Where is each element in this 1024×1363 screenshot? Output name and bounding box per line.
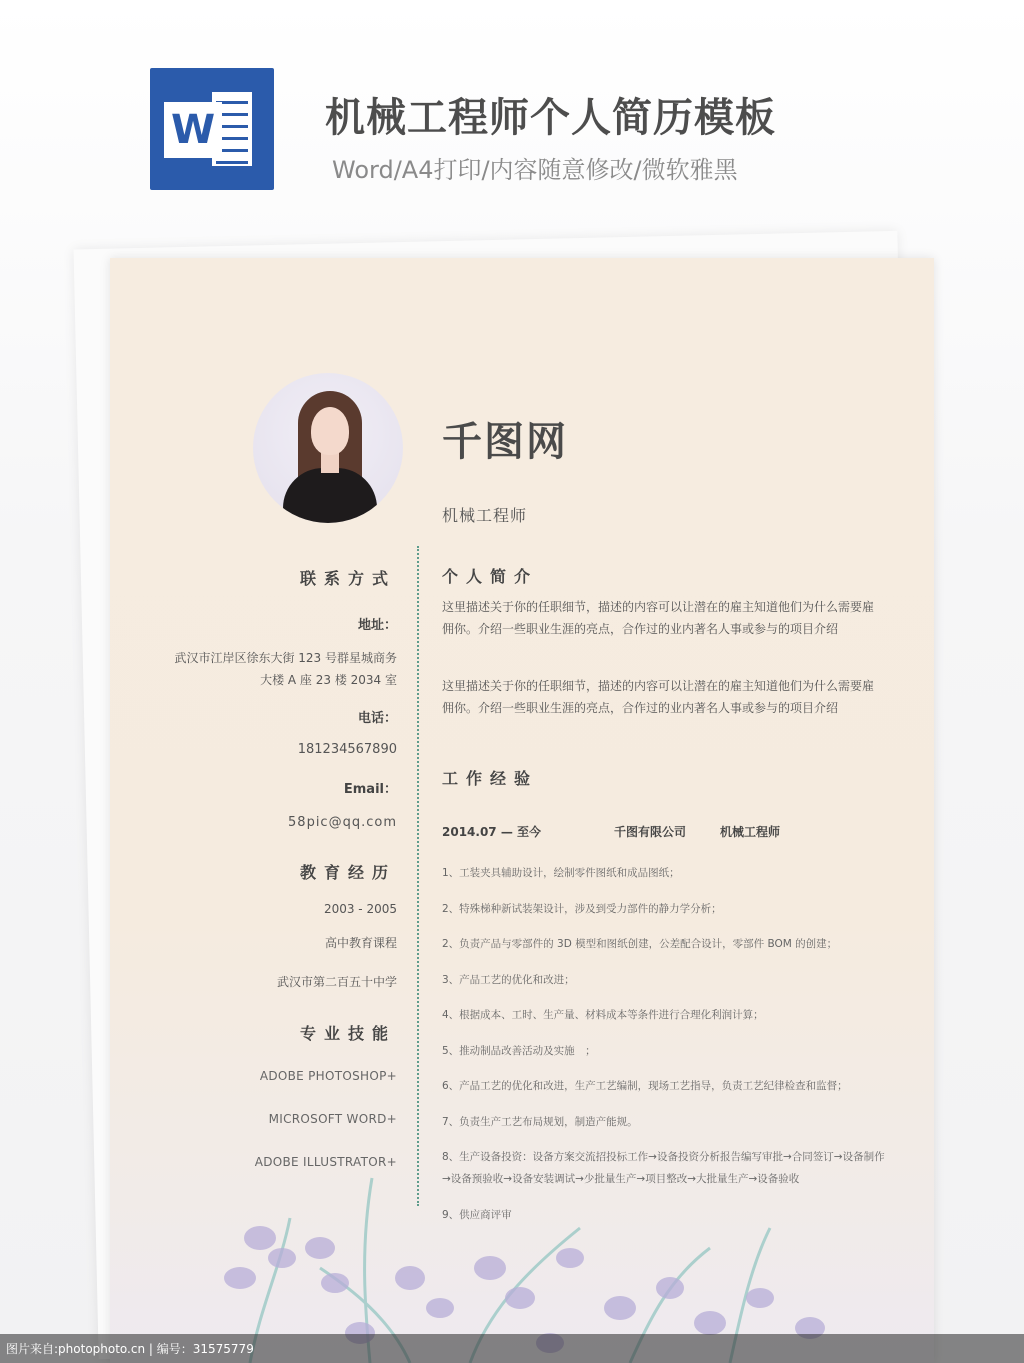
duty-item: 6、产品工艺的优化和改进，生产工艺编制，现场工艺指导，负责工艺纪律检查和监督； xyxy=(442,1080,848,1092)
education-years: 2003 - 2005 xyxy=(323,902,397,916)
resume-name: 千图网 xyxy=(442,419,568,465)
education-school: 武汉市第二百五十中学 xyxy=(276,975,397,989)
education-heading: 教育经历 xyxy=(299,863,396,882)
word-letter: W xyxy=(164,102,222,158)
skill-item: ADOBE ILLUSTRATOR+ xyxy=(254,1155,397,1169)
watermark-text: 图片来自:photophoto.cn | 编号：31575779 xyxy=(6,1342,254,1356)
duty-item: 7、负责生产工艺布局规划，制造产能规。 xyxy=(442,1116,638,1128)
skill-item: MICROSOFT WORD+ xyxy=(268,1112,397,1126)
experience-period: 2014.07 — 至今 xyxy=(442,825,542,839)
column-divider xyxy=(417,546,419,1206)
experience-company: 千图有限公司 xyxy=(614,825,687,839)
duty-item: 5、推动制品改善活动及实施 ； xyxy=(442,1045,596,1057)
duty-item: 9、供应商评审 xyxy=(442,1209,512,1221)
profile-paragraph: 这里描述关于你的任职细节，描述的内容可以让潜在的雇主知道他们为什么需要雇佣你。介绍一些职业生涯的亮点，合作过的业内著名人事或参与的项目介绍 xyxy=(442,679,875,715)
profile-paragraph: 这里描述关于你的任职细节，描述的内容可以让潜在的雇主知道他们为什么需要雇佣你。介绍一些职业生涯的亮点，合作过的业内著名人事或参与的项目介绍 xyxy=(442,600,875,636)
education-course: 高中教育课程 xyxy=(324,936,397,950)
skills-heading: 专业技能 xyxy=(299,1024,396,1043)
watermark-bar xyxy=(0,1334,1024,1363)
word-icon xyxy=(150,68,274,190)
phone-label: 电话： xyxy=(357,711,397,726)
duty-item: 2、负责产品与零部件的 3D 模型和图纸创建，公差配合设计，零部件 BOM 的创建； xyxy=(442,938,838,950)
duty-item: 3、产品工艺的优化和改进； xyxy=(442,974,575,986)
page-title: 机械工程师个人简历模板 xyxy=(325,95,776,141)
page-subtitle: Word/A4打印/内容随意修改/微软雅黑 xyxy=(332,156,738,184)
profile-photo xyxy=(253,373,403,523)
duty-item: 4、根据成本、工时、生产量、材料成本等条件进行合理化利润计算； xyxy=(442,1009,764,1021)
address-label: 地址： xyxy=(357,618,397,633)
skill-item: ADOBE PHOTOSHOP+ xyxy=(259,1069,397,1083)
phone-value: 181234567890 xyxy=(297,742,397,757)
address-line-2: 大楼 A 座 23 楼 2034 室 xyxy=(260,673,397,687)
profile-heading: 个人简介 xyxy=(442,567,539,586)
resume-job-title: 机械工程师 xyxy=(442,506,528,525)
duty-item: 8、生产设备投资：设备方案交流招投标工作→设备投资分析报告编写审批→合同签订→设备制作→设备预验收→设备安装调试→少批量生产→项目整改→大批量生产→设备验收 xyxy=(442,1151,885,1185)
contact-heading: 联系方式 xyxy=(299,569,396,588)
email-label: Email： xyxy=(343,782,397,797)
duty-item: 2、特殊梯种新试装架设计，涉及到受力部件的静力学分析； xyxy=(442,903,722,915)
resume-sheet xyxy=(110,258,934,1363)
experience-heading: 工作经验 xyxy=(442,769,539,788)
duty-item: 1、工装夹具辅助设计，绘制零件图纸和成品图纸； xyxy=(442,867,680,879)
email-value: 58pic@qq.com xyxy=(288,815,397,830)
address-line-1: 武汉市江岸区徐东大街 123 号群星城商务 xyxy=(174,651,397,665)
experience-role: 机械工程师 xyxy=(720,825,781,839)
